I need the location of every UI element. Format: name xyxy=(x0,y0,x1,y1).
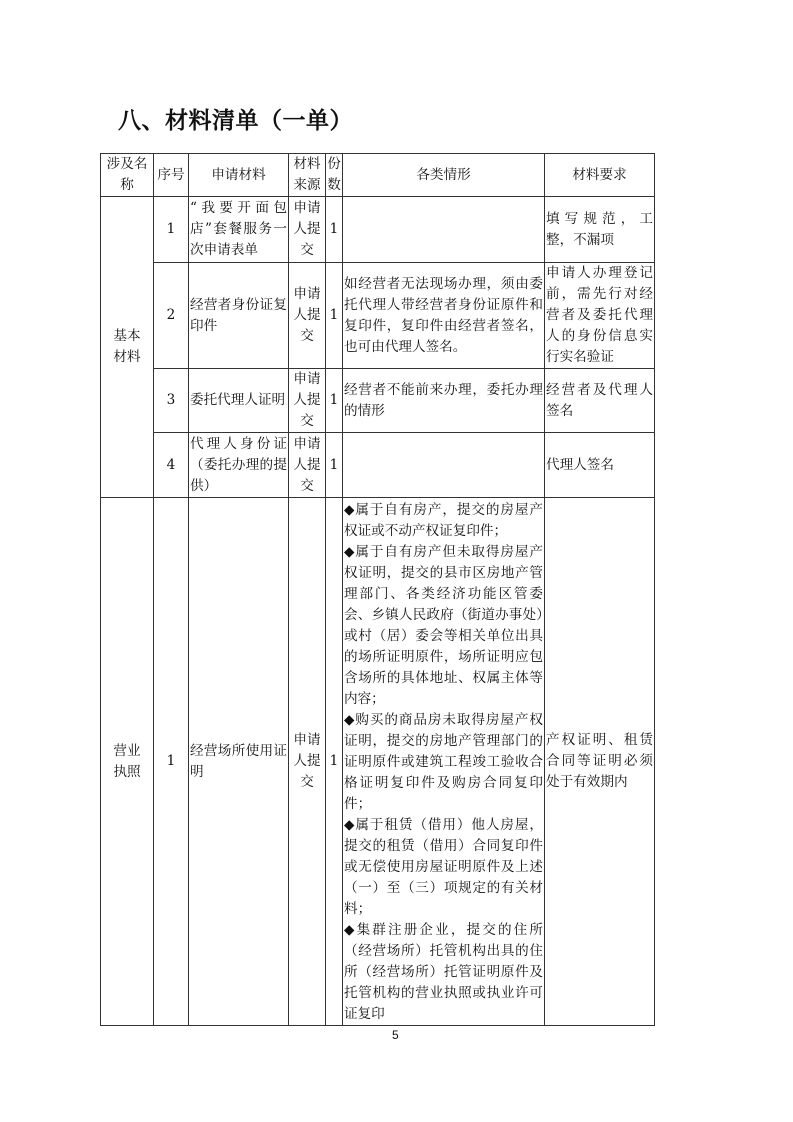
material-cell: “我要开面包店”套餐服务一次申请表单 xyxy=(189,197,289,263)
material-cell: 代理人身份证（委托办理的提供） xyxy=(189,433,289,498)
header-cell: 申请材料 xyxy=(189,154,289,197)
copies-cell: 1 xyxy=(326,433,343,498)
material-cell: 经营场所使用证明 xyxy=(189,498,289,1026)
case-item: ◆集群注册企业，提交的住所（经营场所）托管机构出具的住所（经营场所）托管证明原件及托管机构的营业执照或执业许可证复印 xyxy=(344,922,543,1022)
requirement-cell: 代理人签名 xyxy=(545,433,655,498)
requirement-cell: 申请人办理登记前，需先行对经营者及委托代理人的身份信息实行实名验证 xyxy=(545,263,655,369)
group-name: 营业执照 xyxy=(101,498,154,1026)
row-number: 1 xyxy=(154,498,189,1026)
header-cell: 材料来源 xyxy=(289,154,326,197)
source-cell: 申请人提交 xyxy=(289,433,326,498)
requirement-cell: 经营者及代理人签名 xyxy=(545,369,655,433)
material-cell: 委托代理人证明 xyxy=(189,369,289,433)
table-row xyxy=(101,369,655,433)
header-cell: 各类情形 xyxy=(343,154,545,197)
header-cell: 份数 xyxy=(326,154,343,197)
source-cell: 申请人提交 xyxy=(289,498,326,1026)
requirement-cell: 产权证明、租赁合同等证明必须处于有效期内 xyxy=(545,498,655,1026)
requirement-cell: 填写规范，工整，不漏项 xyxy=(545,197,655,263)
case-cell xyxy=(343,433,545,498)
header-cell: 材料要求 xyxy=(545,154,655,197)
copies-cell: 1 xyxy=(326,498,343,1026)
group-name: 基本材料 xyxy=(101,197,154,498)
case-item: ◆属于自有房产但未取得房屋产权证明，提交的县市区房地产管理部门、各类经济功能区管委会、乡镇人民政府（街道办事处）或村（居）委会等相关单位出具的场所证明原件，场所证明应包含场所的具体地址、权属主体等内容； xyxy=(344,544,543,707)
copies-cell: 1 xyxy=(326,197,343,263)
header-cell: 序号 xyxy=(154,154,189,197)
row-number: 3 xyxy=(154,369,189,433)
header-cell: 涉及名称 xyxy=(101,154,154,197)
case-cell xyxy=(343,197,545,263)
table-header-row xyxy=(101,154,655,197)
case-item: ◆购买的商品房未取得房屋产权证明，提交的房地产管理部门的证明原件或建筑工程竣工验收合格证明复印件及购房合同复印件； xyxy=(344,712,543,812)
table-row xyxy=(101,263,655,369)
table-row xyxy=(101,197,655,263)
case-cell: 如经营者无法现场办理，须由委托代理人带经营者身份证原件和复印件，复印件由经营者签名，也可由代理人签名。 xyxy=(343,263,545,369)
copies-cell: 1 xyxy=(326,263,343,369)
source-cell: 申请人提交 xyxy=(289,263,326,369)
case-item: ◆属于租赁（借用）他人房屋，提交的租赁（借用）合同复印件或无偿使用房屋证明原件及上述（一）至（三）项规定的有关材料； xyxy=(344,817,543,917)
case-cell: 经营者不能前来办理，委托办理的情形 xyxy=(343,369,545,433)
table-row xyxy=(101,498,655,1026)
row-number: 1 xyxy=(154,197,189,263)
source-cell: 申请人提交 xyxy=(289,369,326,433)
material-cell: 经营者身份证复印件 xyxy=(189,263,289,369)
copies-cell: 1 xyxy=(326,369,343,433)
row-number: 4 xyxy=(154,433,189,498)
table-row xyxy=(101,433,655,498)
source-cell: 申请人提交 xyxy=(289,197,326,263)
case-item: ◆属于自有房产，提交的房屋产权证或不动产权证复印件； xyxy=(344,502,543,539)
section-title: 八、材料清单（一单） xyxy=(118,108,353,134)
materials-table xyxy=(100,153,655,1026)
case-cell xyxy=(343,498,545,1026)
page-number: 5 xyxy=(392,1028,399,1042)
row-number: 2 xyxy=(154,263,189,369)
